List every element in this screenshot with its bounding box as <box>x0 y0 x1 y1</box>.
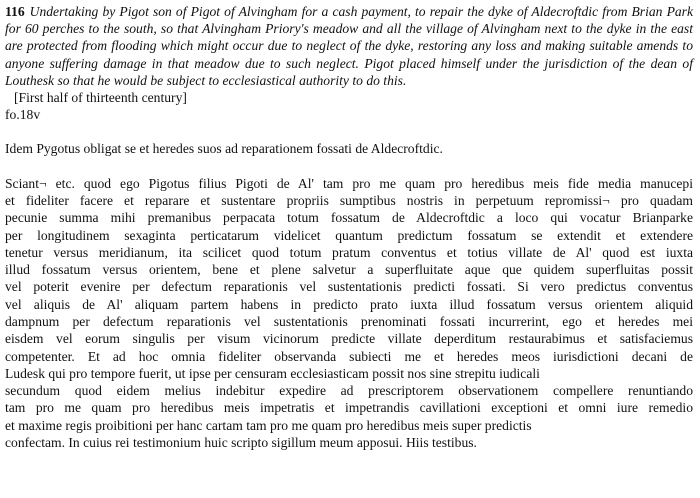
folio-reference: fo.18v <box>5 107 41 123</box>
charter-line: vel aliquis de Al' aliquam partem habens in predicto prato iuxta illud fossatum versus orientem aliquid <box>5 296 693 312</box>
charter-line: pecunie summa mihi premanibus perpacata totum fossatum de Aldecroftdic a loco qui vocatur Brianparke <box>5 210 693 226</box>
charter-line: Sciant¬ etc. quod ego Pigotus filius Pigoti de Al' tam pro me quam pro heredibus meis fide media manucepi <box>5 175 693 191</box>
charter-line: confectam. In cuius rei testimonium huic scripto sigillum meum apposui. Hiis testibus. <box>5 435 477 451</box>
charter-line: tam pro me quam pro heredibus meis impetratis et impetrandis cavillationi exceptioni et omni iure remedio <box>5 400 693 416</box>
charter-line: eisdem vel eorum singulis per visum vicinorum predicte villate deperditum restaurabimus et satisfaciemus <box>5 331 693 347</box>
charter-line: vel poterit evenire per defectum reparationis vel sustentationis predicti fossati. Si vero predictus conventus <box>5 279 693 295</box>
charter-text <box>5 175 693 452</box>
calendar-entry <box>5 0 693 89</box>
charter-line: et fideliter facere et reparare et sustentare propriis sumptibus nostris in perpetuum repromissi¬ pro quadam <box>5 192 693 208</box>
charter-line: tenetur versus meridianum, ita scilicet quod totum pratum conventus et totius villate de Al' quod est iuxta <box>5 244 693 260</box>
charter-line: illud fossatum versus orientem, bene et plene salvetur a superfluitate aque que quidem superfluitas possit <box>5 262 693 278</box>
charter-line: competenter. Et ad hoc omnia fideliter observanda subiecti me et heredes meos iurisdictioni decani de <box>5 348 693 364</box>
charter-line: secundum quod eidem melius indebitur expedire ad prescriptorem observationem compellere renuntiando <box>5 383 693 399</box>
charter-number: 116 <box>5 4 25 19</box>
charter-line: dampnum per defectum reparationis vel sustentationis prenominati fossati incurrerint, ego et heredes mei <box>5 314 693 329</box>
charter-line: per longitudinem sexaginta perticatarum videlicet quantum predictum fossatum se extendit et extendere <box>5 227 693 243</box>
charter-date: [First half of thirteenth century] <box>14 90 187 106</box>
rubric-heading: Idem Pygotus obligat se et heredes suos ad reparationem fossati de Aldecroftdic. <box>5 141 443 157</box>
charter-line: Ludesk qui pro tempore fuerit, ut ipse per censuram ecclesiasticam possit nos sine strepitu iudicali <box>5 365 540 381</box>
charter-line: et maxime regis proibitioni per hanc cartam tam pro me quam pro heredibus meis super predictis <box>5 417 532 433</box>
calendar-summary: Undertaking by Pigot son of Pigot of Alvingham for a cash payment, to repair the dyke of Aldecroftdic from Brian Park for 60 perches to the south, so that Alvingham Priory's meadow and all the village of Alvingham next to the dyke in the east are protected from flooding which might occur due to neglect of the dyke, restoring any loss and making suitable amends to anyone suffering damage in that meadow due to such neglect. Pigot placed himself under the jurisdiction of the dean of Louthesk so that he would be subject to ecclesiastical authority to do this. <box>5 4 693 88</box>
document-page <box>5 0 693 451</box>
